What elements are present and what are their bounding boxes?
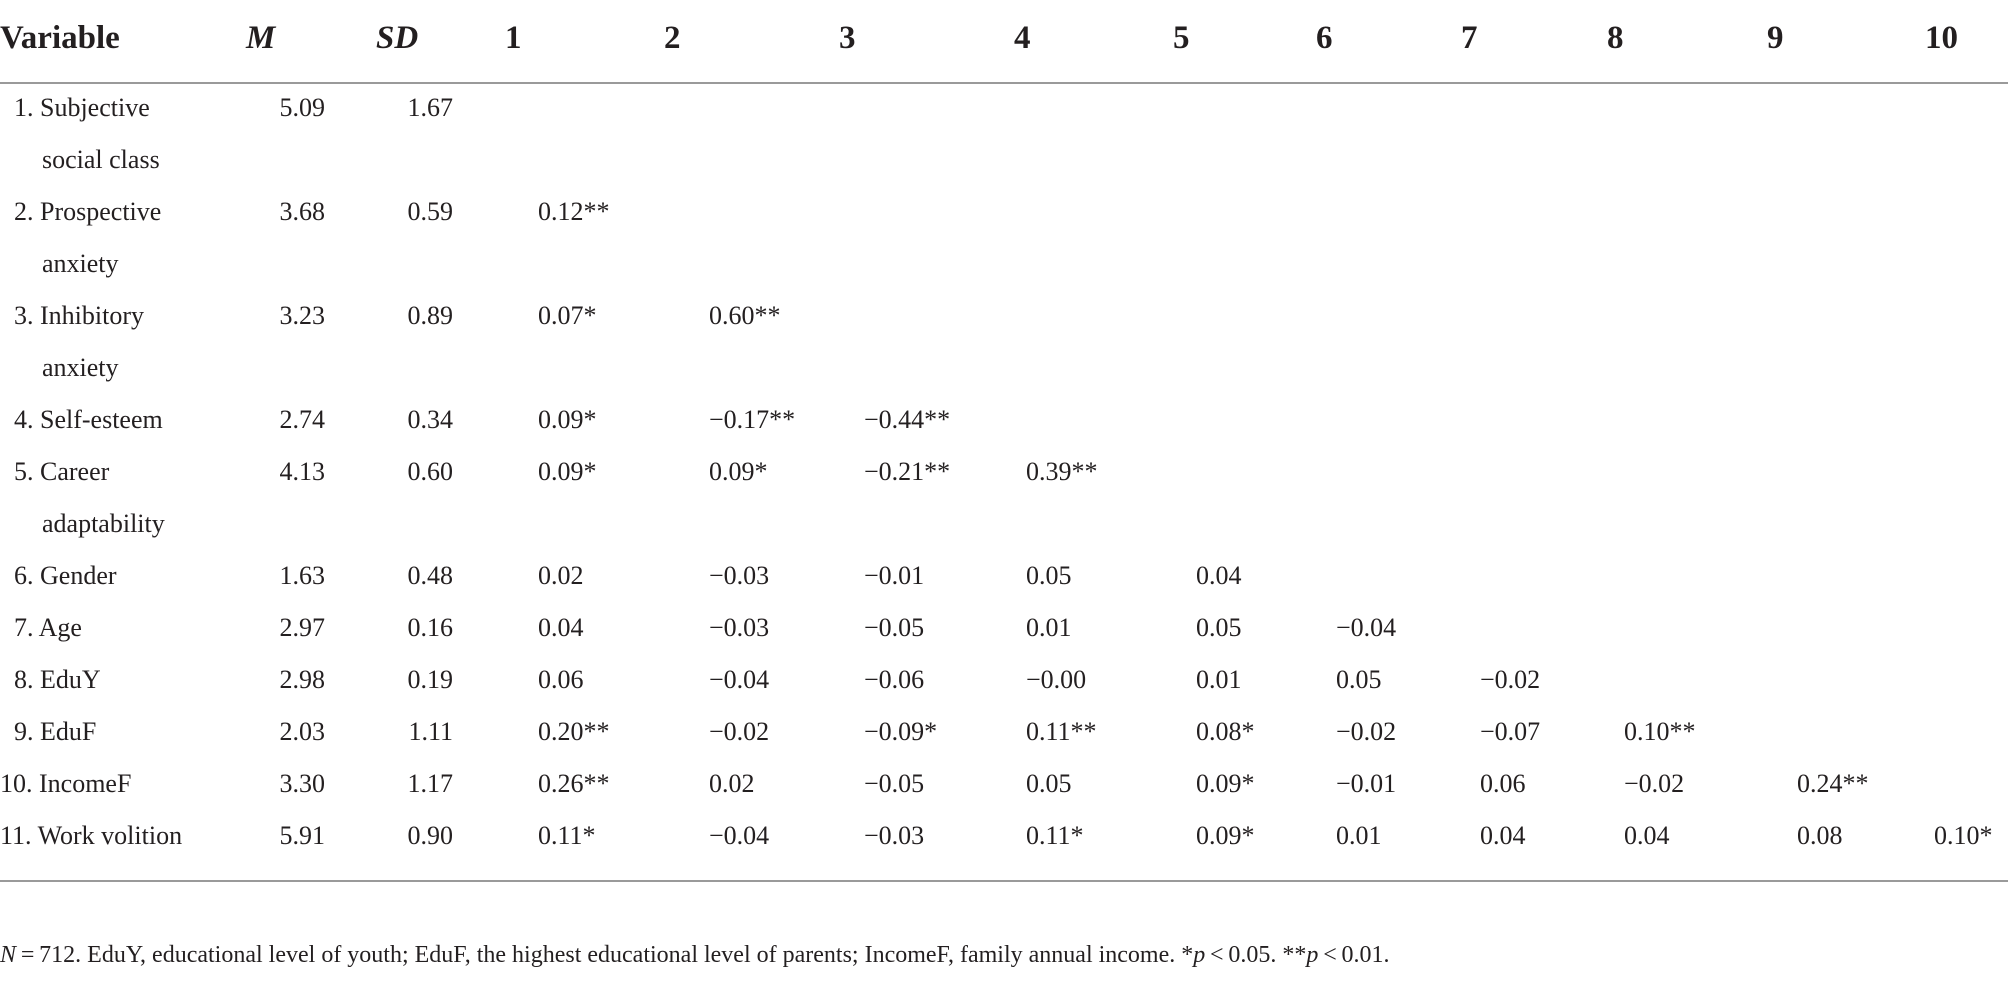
row-label-continued: adaptability	[42, 509, 165, 538]
correlation-value: −0.02	[1336, 717, 1397, 746]
row-label-continued: anxiety	[42, 249, 119, 278]
correlation-value: 0.01	[1336, 821, 1382, 850]
correlation-value: −0.04	[709, 821, 770, 850]
correlation-value: −0.07	[1480, 717, 1541, 746]
correlation-value: −0.03	[864, 821, 925, 850]
sd-value: 0.59	[407, 197, 453, 226]
row-label: 7. Age	[14, 613, 82, 642]
correlation-value: 0.02	[538, 561, 584, 590]
row-label: 2. Prospective	[14, 197, 162, 226]
sd-value: 0.19	[407, 665, 453, 694]
correlation-value: 0.11*	[1026, 821, 1084, 850]
correlation-value: 0.09*	[709, 457, 768, 486]
correlation-value: 0.07*	[538, 301, 597, 330]
correlation-value: 0.01	[1026, 613, 1072, 642]
correlation-value: −0.09*	[864, 717, 938, 746]
footnote-p-symbol: p	[1193, 942, 1206, 968]
correlation-value: −0.01	[864, 561, 925, 590]
row-label: 9. EduF	[14, 717, 97, 746]
mean-value: 5.09	[279, 93, 325, 122]
mean-value: 3.23	[279, 301, 325, 330]
correlation-value: 0.01	[1196, 665, 1242, 694]
header-col-9: 9	[1767, 20, 1784, 56]
sd-value: 0.90	[407, 821, 453, 850]
correlation-value: 0.02	[709, 769, 755, 798]
sd-value: 0.16	[407, 613, 453, 642]
correlation-value: −0.01	[1336, 769, 1397, 798]
row-label: 8. EduY	[14, 665, 101, 694]
header-sd: SD	[376, 20, 419, 56]
mean-value: 3.30	[279, 769, 325, 798]
footnote-p1-text: < 0.05. **	[1205, 942, 1307, 968]
header-col-5: 5	[1173, 20, 1190, 56]
row-label: 11. Work volition	[0, 821, 183, 850]
mean-value: 2.97	[279, 613, 325, 642]
correlation-value: 0.20**	[538, 717, 610, 746]
table-footnote	[0, 942, 1390, 969]
sd-value: 0.48	[407, 561, 453, 590]
correlation-value: 0.09*	[1196, 821, 1255, 850]
mean-value: 2.98	[279, 665, 325, 694]
correlation-value: 0.08	[1797, 821, 1843, 850]
sd-value: 1.67	[407, 93, 453, 122]
correlation-value: 0.24**	[1797, 769, 1869, 798]
header-col-1: 1	[505, 20, 522, 56]
mean-value: 2.03	[279, 717, 325, 746]
row-label: 3. Inhibitory	[14, 301, 144, 330]
correlation-value: 0.05	[1026, 769, 1072, 798]
correlation-value: 0.11**	[1026, 717, 1097, 746]
footnote-text: = 712. EduY, educational level of youth; EduF, the highest educational level of parents; IncomeF, family annual income. *	[16, 942, 1194, 968]
correlation-value: 0.06	[538, 665, 584, 694]
correlation-value: 0.04	[1480, 821, 1526, 850]
correlation-value: −0.05	[864, 769, 925, 798]
correlation-value: −0.03	[709, 561, 770, 590]
header-col-6: 6	[1316, 20, 1333, 56]
header-col-7: 7	[1461, 20, 1478, 56]
row-label-continued: anxiety	[42, 353, 119, 382]
correlation-value: −0.17**	[709, 405, 796, 434]
sd-value: 0.89	[407, 301, 453, 330]
correlation-value: 0.08*	[1196, 717, 1255, 746]
correlation-value: 0.05	[1196, 613, 1242, 642]
row-label-continued: social class	[42, 145, 160, 174]
row-label: 6. Gender	[14, 561, 117, 590]
correlation-value: 0.10**	[1624, 717, 1696, 746]
correlation-value: 0.04	[1624, 821, 1670, 850]
row-label: 1. Subjective	[14, 93, 150, 122]
correlation-value: 0.60**	[709, 301, 781, 330]
correlation-value: 0.04	[1196, 561, 1242, 590]
row-label: 10. IncomeF	[0, 769, 132, 798]
correlation-value: −0.02	[1624, 769, 1685, 798]
sd-value: 0.60	[407, 457, 453, 486]
correlation-value: −0.06	[864, 665, 925, 694]
correlation-value: −0.02	[709, 717, 770, 746]
header-col-8: 8	[1607, 20, 1624, 56]
header-mean: M	[246, 20, 276, 56]
row-label: 5. Career	[14, 457, 110, 486]
header-col-4: 4	[1014, 20, 1031, 56]
correlation-value: −0.44**	[864, 405, 951, 434]
row-label: 4. Self-esteem	[14, 405, 163, 434]
correlation-value: −0.04	[709, 665, 770, 694]
correlation-value: 0.05	[1026, 561, 1072, 590]
correlation-value: 0.04	[538, 613, 584, 642]
mean-value: 2.74	[279, 405, 325, 434]
bottom-rule	[0, 880, 2008, 882]
correlation-value: 0.11*	[538, 821, 596, 850]
correlation-value: 0.39**	[1026, 457, 1098, 486]
mean-value: 4.13	[279, 457, 325, 486]
header-col-3: 3	[839, 20, 856, 56]
correlation-value: −0.21**	[864, 457, 951, 486]
header-col-10: 10	[1925, 20, 1958, 56]
correlation-value: −0.02	[1480, 665, 1541, 694]
correlation-value: −0.04	[1336, 613, 1397, 642]
footnote-p2-text: < 0.01.	[1318, 942, 1390, 968]
mean-value: 5.91	[279, 821, 325, 850]
header-col-2: 2	[664, 20, 681, 56]
footnote-n-symbol: N	[0, 942, 17, 968]
correlation-value: −0.05	[864, 613, 925, 642]
correlation-value: −0.03	[709, 613, 770, 642]
footnote-p-symbol: p	[1306, 942, 1319, 968]
correlation-value: 0.06	[1480, 769, 1526, 798]
correlation-value: 0.05	[1336, 665, 1382, 694]
correlation-value: 0.09*	[538, 457, 597, 486]
sd-value: 1.11	[408, 717, 453, 746]
mean-value: 3.68	[279, 197, 325, 226]
correlation-value: 0.26**	[538, 769, 610, 798]
correlation-value: 0.12**	[538, 197, 610, 226]
mean-value: 1.63	[279, 561, 325, 590]
correlation-value: 0.09*	[1196, 769, 1255, 798]
header-variable: Variable	[0, 20, 120, 56]
correlation-value: −0.00	[1026, 665, 1087, 694]
correlation-value: 0.09*	[538, 405, 597, 434]
sd-value: 1.17	[407, 769, 453, 798]
sd-value: 0.34	[407, 405, 453, 434]
correlation-value: 0.10*	[1934, 821, 1993, 850]
